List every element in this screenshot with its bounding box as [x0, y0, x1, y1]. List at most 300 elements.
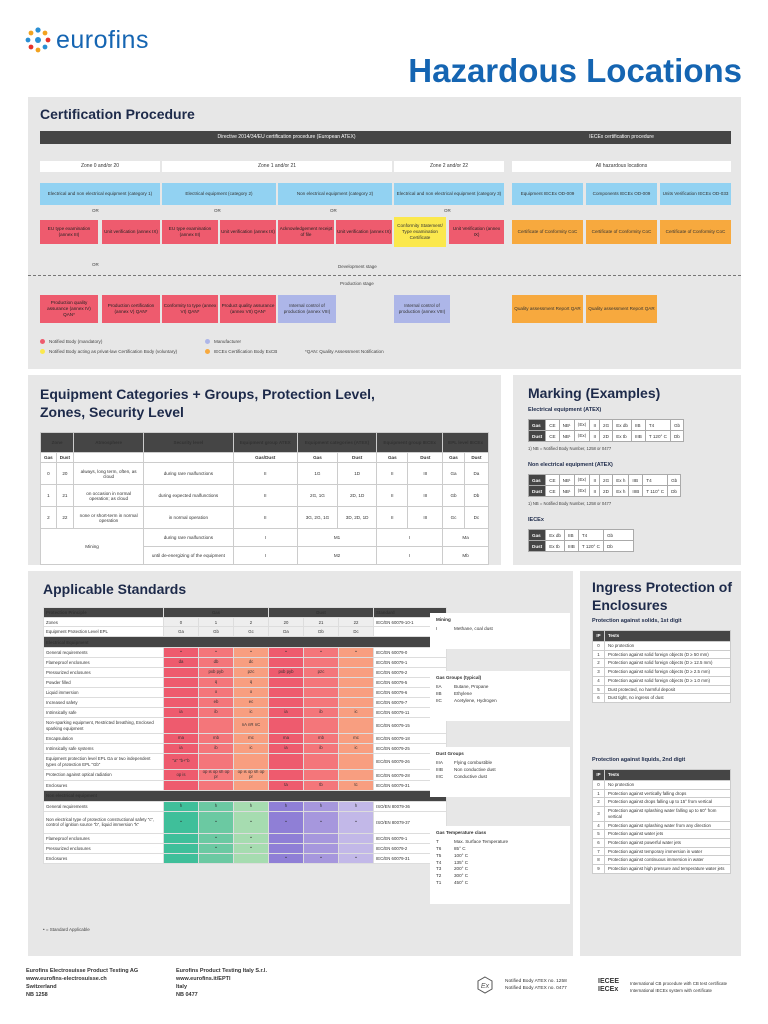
footer-iecee-text: [630, 980, 727, 995]
principle-cell: Intrinsically safe systems: [44, 744, 164, 754]
company-name: Eurofins Product Testing Italy S.r.l.: [176, 968, 267, 974]
cell: o: [199, 688, 234, 698]
cell: II: [590, 475, 600, 486]
cell: Gas: [529, 420, 546, 431]
cell: •: [339, 648, 374, 658]
zone-all-label: All hazardous locations: [512, 161, 731, 172]
standard-cell: IEC/EN 60079-6: [374, 688, 447, 698]
list-item: [436, 846, 564, 853]
standard-cell: IEC/EN 60079-18: [374, 734, 447, 744]
list-item: [436, 866, 564, 873]
table-row: [44, 678, 447, 688]
marking-iecex-table: [528, 529, 634, 552]
iecex-desc: International IECEx system with certificate: [630, 988, 712, 994]
cell: h: [199, 801, 234, 811]
cell: •: [269, 853, 304, 863]
unit-verification: Unit verification (annex IX): [336, 220, 392, 244]
cell: Gc: [234, 627, 269, 637]
ip-digit: 2: [593, 798, 605, 807]
ip-digit: 3: [593, 668, 605, 677]
cell: [164, 688, 199, 698]
standard-cell: IEC/EN 60079-26: [374, 754, 447, 770]
marking-row-dust: [529, 431, 684, 442]
group-code: IIIB: [436, 766, 443, 772]
cell: [164, 698, 199, 708]
cell: 20: [269, 617, 304, 627]
list-item: [436, 873, 564, 880]
cell: •: [199, 648, 234, 658]
table-row: [44, 698, 447, 708]
temp-desc: 200° C: [454, 866, 469, 872]
cell: Dust: [529, 486, 546, 497]
marking-row-dust: [529, 486, 681, 497]
cell: ic: [339, 708, 374, 718]
temp-code: T3: [436, 866, 442, 872]
ip-digit: 7: [593, 847, 605, 856]
temp-class-box: [430, 826, 570, 904]
section-header: [44, 637, 447, 648]
standard-cell: IEC/EN 60079-11: [374, 708, 447, 718]
cell: [269, 688, 304, 698]
standard-cell: IEC/EN 60079-31: [374, 853, 447, 863]
cell: •: [234, 833, 269, 843]
cell: [164, 833, 199, 843]
principle-cell: Pressurized enclosures: [44, 668, 164, 678]
cell: on occasion in normal operation; as cloud: [74, 485, 144, 507]
sub-dust: Dust: [56, 453, 73, 463]
cell: T4: [645, 420, 670, 431]
cell: [269, 833, 304, 843]
ip-test: Protection against solid foreign objects (D ≥ 2.5 mm): [605, 668, 731, 677]
standard-cell: ISO/EN 80079-37: [374, 811, 447, 833]
cell: M1: [297, 529, 376, 547]
standard-cell: IEC/EN 60079-2: [374, 843, 447, 853]
section-title: Non electrical equipment: [44, 790, 447, 801]
table-row: [44, 754, 447, 770]
cell: until de-energizing of the equipment: [144, 547, 233, 565]
group-code: IIIA: [436, 759, 443, 765]
th-ip: IP: [593, 770, 605, 781]
unit-verification: Unit verification (annex IX): [102, 220, 160, 244]
standards-table: [43, 607, 447, 864]
cell: always, long term, often, as cloud: [74, 463, 144, 485]
cell: III: [408, 485, 443, 507]
cell: [304, 833, 339, 843]
cell: Db: [670, 431, 683, 442]
cell: Gb: [670, 420, 683, 431]
table-row: [44, 734, 447, 744]
ingress-title: Ingress Protection of Enclosures: [592, 579, 733, 613]
cell: [339, 678, 374, 688]
cell: [234, 853, 269, 863]
sub-dust: Dust: [408, 453, 443, 463]
cell: ma: [269, 734, 304, 744]
th-zone: Zone: [41, 433, 74, 453]
cell: Ex h: [613, 475, 629, 486]
table-row: [44, 658, 447, 668]
cell: IIB: [564, 530, 578, 541]
standard-cell: IEC/EN 60079-5: [374, 678, 447, 688]
cell: 2G: [600, 420, 613, 431]
legend-item: Notified Body (mandatory): [49, 339, 103, 344]
marking-row-dust: [529, 541, 634, 552]
ip-digit: 9: [593, 865, 605, 874]
sub-dust: Dust: [464, 453, 488, 463]
cell: Gb: [443, 485, 465, 507]
principle-cell: Pressurized enclosures: [44, 843, 164, 853]
zones-row: [44, 617, 447, 627]
atex-bar: Directive 2014/34/EU certification procedure (European ATEX): [40, 131, 533, 144]
th-tests: Tests: [605, 631, 731, 642]
cell: Db: [603, 541, 633, 552]
table-row: [593, 668, 731, 677]
cell: 0: [164, 617, 199, 627]
group-desc: Butane, Propane: [454, 683, 489, 689]
cell: •: [269, 648, 304, 658]
table-row: [44, 648, 447, 658]
conformity-statement: Conformity Statement/ Type examination Certificate: [394, 217, 446, 247]
cell: 1: [199, 617, 234, 627]
principle-cell: Non-sparking equipment, Restricted breathing, Enclosed sparking equipment: [44, 718, 164, 734]
cell: ma: [164, 734, 199, 744]
certificate-coc: Certificate of Conformity CoC: [512, 220, 583, 244]
ex-hexagon-icon: ⟨Ex⟩: [574, 431, 590, 442]
th-tests: Tests: [605, 770, 731, 781]
list-item: [436, 880, 564, 887]
temp-code: T6: [436, 845, 442, 851]
ip-test: No protection: [605, 642, 731, 651]
iecex-equipment: Equipment IECEx OD-009: [512, 183, 583, 205]
cell: 3G, 2G, 1G: [297, 507, 337, 529]
cell: II: [377, 485, 408, 507]
cell: during expected malfunctions: [144, 485, 233, 507]
cell: q: [234, 678, 269, 688]
cell: •: [199, 811, 234, 833]
or-label: OR: [444, 208, 451, 213]
zone-1-label: Zone 1 and/or 21: [162, 161, 392, 172]
ex-hexagon-icon: ⟨Ex⟩: [574, 420, 590, 431]
ip-digit: 4: [593, 676, 605, 685]
cell: •: [199, 833, 234, 843]
cell: 2: [234, 617, 269, 627]
cell: Da: [464, 463, 488, 485]
standard-cell: IEC/EN 60079-31: [374, 780, 447, 790]
th-gas: Gas: [164, 608, 269, 618]
cell: III: [408, 507, 443, 529]
cell: 21: [56, 485, 73, 507]
equipment-categories-panel: [28, 375, 501, 565]
table-row: [41, 485, 489, 507]
ip-digit: 6: [593, 839, 605, 848]
table-row: [593, 685, 731, 694]
ip-test: Protection against water jets: [605, 830, 731, 839]
cell: II: [233, 485, 297, 507]
th-ip: IP: [593, 631, 605, 642]
cell: [339, 843, 374, 853]
mining-title: Mining: [436, 617, 451, 622]
table-row: [44, 770, 447, 781]
principle-cell: Flameproof enclosures: [44, 658, 164, 668]
gas-groups-title: Gas Groups (typical): [436, 675, 482, 680]
cell: [269, 754, 304, 770]
ip-test: Protection against splashing water falling up to 60° from vertical: [605, 807, 731, 821]
certificate-coc: Certificate of Conformity CoC: [660, 220, 731, 244]
zone-0-label: Zone 0 and/or 20: [40, 161, 160, 172]
cell: ia: [164, 744, 199, 754]
marking-note: 1) NB = Notified Body Number, 1258 or 0477: [528, 446, 612, 451]
cell: [269, 678, 304, 688]
iecex-bar: IECEx certification procedure: [512, 131, 731, 144]
cell: Da: [269, 627, 304, 637]
cell: T 120° C: [645, 431, 670, 442]
company-country: Italy: [176, 983, 188, 990]
cell: II: [377, 507, 408, 529]
section-title: Electrical Equipment: [44, 637, 447, 648]
equipcat-title: Equipment Categories + Groups, Protection Level, Zones, Security Level: [40, 386, 375, 421]
cell: II: [233, 463, 297, 485]
list-item: [436, 774, 564, 781]
cell: Ex db: [613, 420, 632, 431]
ip-test: Protection against solid foreign objects (D ≥ 12.5 mm): [605, 659, 731, 668]
cell: ib: [304, 744, 339, 754]
table-row: [593, 694, 731, 703]
ip-test: Protection against vertically falling drops: [605, 789, 731, 798]
ex-hexagon-icon: ⟨Ex⟩: [574, 475, 590, 486]
temp-code: T1: [436, 880, 442, 886]
table-row: [44, 744, 447, 754]
cell: T 120° C: [578, 541, 603, 552]
table-row: [593, 830, 731, 839]
table-row: [44, 833, 447, 843]
eu-type-exam: EU type examination (annex III): [40, 220, 98, 244]
cell: nA nR nC: [234, 718, 269, 734]
cell: h: [164, 801, 199, 811]
cell: Gb: [199, 627, 234, 637]
internal-control: Internal control of production (annex VIII): [278, 295, 336, 323]
ip-digit: 5: [593, 685, 605, 694]
marking-elec-table: [528, 419, 684, 442]
logo: [24, 26, 174, 56]
cell: [304, 698, 339, 708]
table-row: [593, 847, 731, 856]
legend-item: *QAN: Quality Assessment Notification: [305, 349, 384, 354]
cell: 22: [56, 507, 73, 529]
cell: h: [269, 801, 304, 811]
cell: 0: [41, 463, 57, 485]
cell: NB¹: [559, 420, 574, 431]
cell: [304, 770, 339, 781]
cell: [339, 668, 374, 678]
temp-code: T5: [436, 852, 442, 858]
table-row: [593, 642, 731, 651]
eu-type-exam: EU type examination (annex III): [162, 220, 218, 244]
sub-dust: Dust: [338, 453, 377, 463]
th-group-atex: Equipment group ATEX: [233, 433, 297, 453]
temp-desc: 85° C: [454, 845, 466, 851]
cell: ib: [199, 744, 234, 754]
cell: Db: [304, 627, 339, 637]
cell: pzc: [234, 668, 269, 678]
cell: Dc: [339, 627, 374, 637]
cell: tc: [339, 780, 374, 790]
temp-desc: 450° C: [454, 880, 469, 886]
cell: II: [233, 507, 297, 529]
cell: II: [590, 420, 600, 431]
standard-cell: IEC/EN 60079-28: [374, 770, 447, 781]
cell: pxb pyb: [269, 668, 304, 678]
ip-test: Dust protected, no harmful deposit: [605, 685, 731, 694]
cell: h: [234, 801, 269, 811]
development-stage-label: Development stage: [338, 264, 377, 269]
cell: Ex h: [613, 486, 629, 497]
equip-elec-cat2: Electrical equipment (category 2): [162, 183, 276, 205]
cell: II: [590, 431, 600, 442]
cell: Db: [464, 485, 488, 507]
cell: o: [234, 688, 269, 698]
page-title: Hazardous Locations: [408, 52, 742, 89]
cell: IIIB: [631, 431, 645, 442]
mining-box: [430, 613, 570, 649]
principle-cell: Intrinsically safe: [44, 708, 164, 718]
cell: Ga: [443, 463, 465, 485]
ce-mark-icon: CE: [546, 486, 559, 497]
cell: 1D: [338, 463, 377, 485]
cell: IIB: [629, 475, 643, 486]
conformity-to-type: Conformity to type (annex VI) QAN*: [162, 295, 218, 323]
cell: Ga: [164, 627, 199, 637]
cell: [269, 770, 304, 781]
cell: IIIB: [564, 541, 578, 552]
cell: •: [164, 811, 199, 833]
footer-iecee: [598, 978, 619, 995]
cell: Ex tb: [613, 431, 632, 442]
ip-test: Protection against solid foreign objects (D ≥ 50 mm): [605, 650, 731, 659]
cell: [339, 833, 374, 843]
cell: [339, 718, 374, 734]
company-nb: NB 0477: [176, 991, 198, 998]
cell: q: [199, 678, 234, 688]
th-atmosphere: Atmosphere: [74, 433, 144, 453]
cell: Gas: [529, 475, 546, 486]
cell: [269, 843, 304, 853]
liquids-table: [592, 769, 731, 874]
ip-test: Protection against continuous immersion in water: [605, 856, 731, 865]
ex-hexagon-icon: ⟨Ex⟩: [574, 486, 590, 497]
cell: Dust: [529, 541, 546, 552]
company-url[interactable]: www.eurofins.it/EPTI: [176, 975, 231, 982]
cell: [164, 780, 199, 790]
cell: Ex tb: [546, 541, 565, 552]
product-qa: Product quality assurance (annex VII) QAN*: [220, 295, 276, 323]
group-desc: Flying combustible: [454, 759, 493, 765]
cell: •: [234, 648, 269, 658]
cell: [269, 658, 304, 668]
cell: ic: [234, 708, 269, 718]
cell: •: [339, 811, 374, 833]
sub-gas: Gas: [443, 453, 465, 463]
cell: mb: [199, 734, 234, 744]
marking-row-gas: [529, 530, 634, 541]
table-row: [41, 529, 489, 547]
temp-desc: Max. Surface Temperature: [454, 838, 509, 844]
footer-col2: [176, 968, 267, 1000]
cell: [304, 718, 339, 734]
cell: [339, 754, 374, 770]
cell: 2D, 1D: [338, 485, 377, 507]
cell: [164, 678, 199, 688]
cell: •: [199, 843, 234, 853]
quality-assessment: Quality assessment Report QAR: [586, 295, 657, 323]
ip-digit: 0: [593, 642, 605, 651]
sub-gasdust: Gas/Dust: [233, 453, 297, 463]
cell: [234, 780, 269, 790]
cell: IIIB: [629, 486, 643, 497]
cell: op is: [164, 770, 199, 781]
cell: Equipment Protection Level EPL: [44, 627, 164, 637]
cell: T4: [643, 475, 668, 486]
cell: Gb: [603, 530, 633, 541]
ip-test: No protection: [605, 781, 731, 790]
cell: op is op sh op pr: [234, 770, 269, 781]
cell: IEC/EN 60079-10-1: [374, 617, 447, 627]
cell: Ma: [443, 529, 489, 547]
cert-title: Certification Procedure: [40, 106, 195, 122]
cell: M2: [297, 547, 376, 565]
list-item: [436, 698, 564, 705]
footer-col1: [26, 968, 138, 1000]
cell: •: [269, 811, 304, 833]
th-dust: Dust: [269, 608, 374, 618]
marking-iecex-title: IECEx: [528, 517, 544, 523]
table-row: [593, 839, 731, 848]
or-label: OR: [214, 208, 221, 213]
sub-gas: Gas: [41, 453, 57, 463]
cell: •: [304, 811, 339, 833]
sub-gas: Gas: [377, 453, 408, 463]
principle-cell: Liquid immersion: [44, 688, 164, 698]
cell: pzc: [304, 668, 339, 678]
cell: •: [164, 648, 199, 658]
equip-cat1: Electrical and non electrical equipment (category 1): [40, 183, 160, 205]
table-row: [44, 780, 447, 790]
list-item: [436, 691, 564, 698]
cell: •: [339, 853, 374, 863]
footer-nb: [505, 979, 567, 993]
list-item: [436, 626, 564, 633]
nb-item: Notified Body ATEX no. 0477: [505, 985, 567, 991]
cell: 3D, 2D, 1D: [338, 507, 377, 529]
cell: [199, 718, 234, 734]
dust-groups-box: [430, 747, 570, 797]
cell: I: [377, 529, 443, 547]
group-code: IIA: [436, 683, 442, 689]
cell: [339, 688, 374, 698]
company-url[interactable]: www.eurofins-electrosuisse.ch: [26, 975, 107, 982]
principle-cell: Equipment protection level EPL Ga or two independent types of protection EPL "Gb": [44, 754, 164, 770]
temp-class-title: Gas Temperature class: [436, 830, 487, 835]
cell: h: [304, 801, 339, 811]
cell: 21: [304, 617, 339, 627]
list-item: [436, 760, 564, 767]
ip-test: Protection against splashing water from any direction: [605, 821, 731, 830]
cell: ia: [269, 708, 304, 718]
ip-digit: 6: [593, 694, 605, 703]
group-desc: Methane, coal dust: [454, 625, 493, 631]
legend-item: Notified Body acting as privat-law Certification Body (voluntary): [49, 349, 178, 354]
solids-table: [592, 630, 731, 703]
ip-test: Protection against high pressure and temperature water jets: [605, 865, 731, 874]
cell: II: [590, 486, 600, 497]
